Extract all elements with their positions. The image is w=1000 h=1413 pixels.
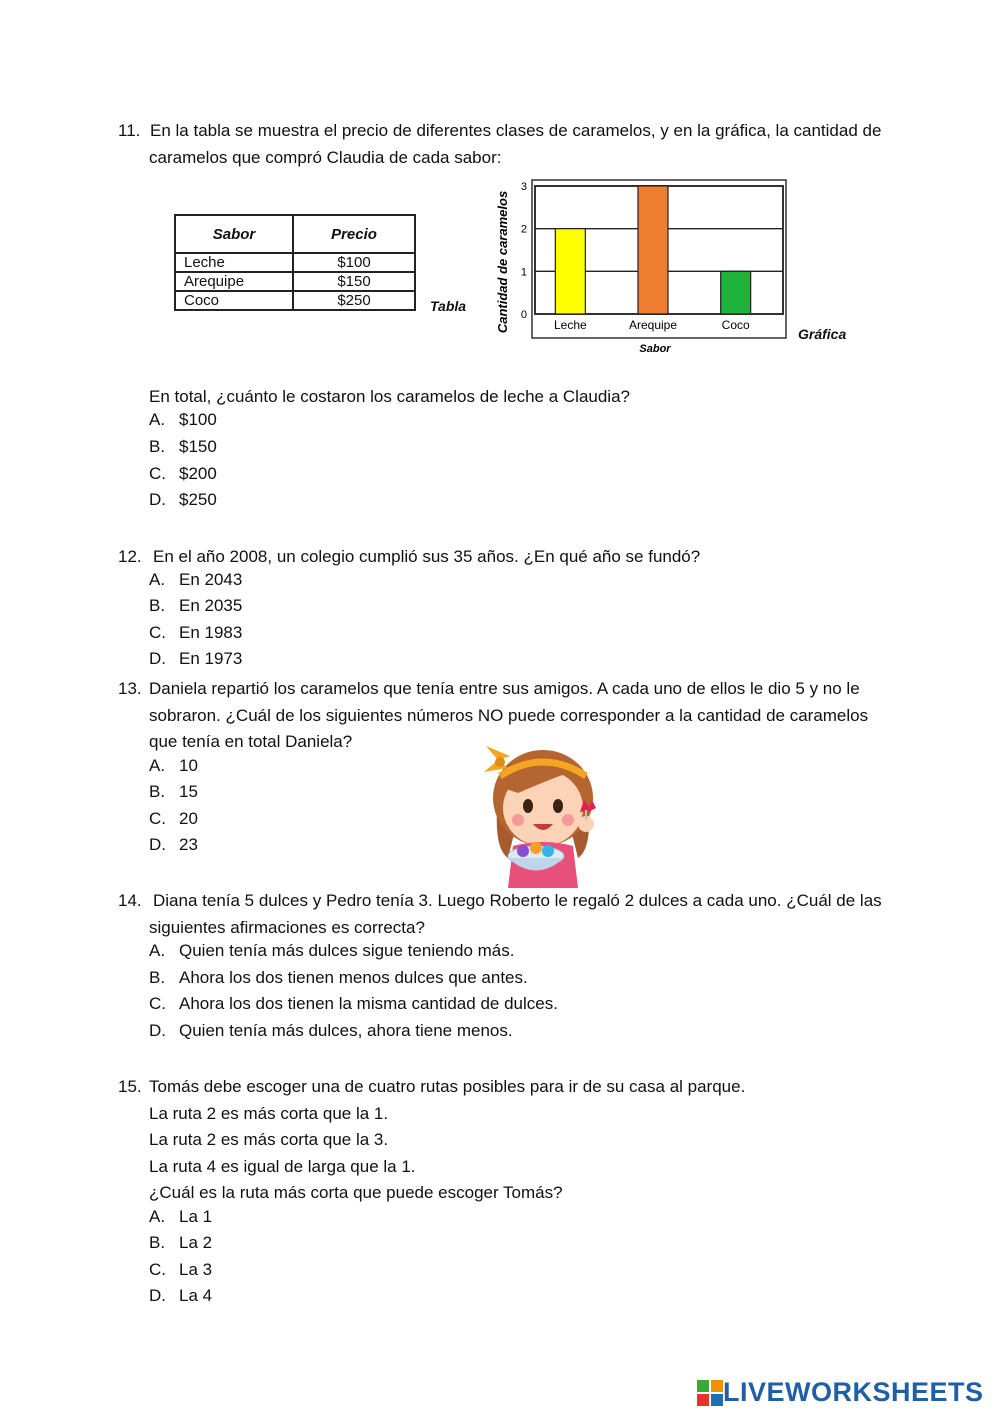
- question-text: Tomás debe escoger una de cuatro rutas posibles para ir de su casa al parque.: [149, 1077, 746, 1096]
- table-cell: Coco: [175, 291, 293, 310]
- question-11-prompt: En total, ¿cuánto le costaron los caramelos de leche a Claudia?: [149, 387, 630, 406]
- bar-leche: [555, 229, 585, 314]
- chart-y-label: Cantidad de caramelos: [495, 190, 510, 334]
- question-number: 12.: [118, 547, 142, 566]
- option-a[interactable]: A. La 1: [149, 1207, 213, 1226]
- option-c[interactable]: C. Ahora los dos tienen la misma cantidad de dulces.: [149, 994, 558, 1013]
- bar-arequipe: [638, 186, 668, 314]
- question-text: siguientes afirmaciones es correcta?: [149, 917, 425, 937]
- option-d[interactable]: D. La 4: [149, 1286, 213, 1305]
- x-tick-label: Leche: [553, 318, 587, 332]
- option-b[interactable]: B. La 2: [149, 1233, 213, 1252]
- question-text: Diana tenía 5 dulces y Pedro tenía 3. Luego Roberto le regaló 2 dulces a cada uno. ¿Cuál de las: [153, 891, 882, 910]
- option-c[interactable]: C. 20: [149, 809, 198, 828]
- question-number: 14.: [118, 891, 142, 910]
- option-b[interactable]: B. En 2035: [149, 596, 243, 615]
- chart-x-label: Sabor: [639, 343, 671, 355]
- question-15: [118, 1074, 745, 1207]
- question-14: [118, 888, 882, 941]
- x-tick-label: Coco: [721, 318, 750, 332]
- question-number: 13.: [118, 679, 142, 698]
- girl-with-candies-illustration: [478, 738, 608, 888]
- option-b[interactable]: B. Ahora los dos tienen menos dulces que antes.: [149, 968, 528, 987]
- y-tick-label: 3: [520, 181, 527, 193]
- question-text: que tenía en total Daniela?: [149, 732, 353, 752]
- logo-text: LIVEWORKSHEETS: [723, 1377, 984, 1408]
- table-cell: Arequipe: [175, 272, 293, 291]
- question-text: ¿Cuál es la ruta más corta que puede escoger Tomás?: [149, 1183, 563, 1203]
- question-number: 11.: [118, 121, 141, 140]
- question-text: La ruta 4 es igual de larga que la 1.: [149, 1156, 416, 1176]
- table-row: [175, 253, 415, 272]
- y-tick-label: 1: [520, 266, 527, 279]
- question-text: En el año 2008, un colegio cumplió sus 35 años. ¿En qué año se fundó?: [153, 547, 701, 566]
- table-cell: Leche: [175, 253, 293, 272]
- table-header: Precio: [293, 215, 415, 253]
- table-row: [175, 272, 415, 291]
- question-11: [118, 118, 881, 171]
- bar-coco: [721, 271, 751, 314]
- table-cell: $100: [293, 253, 415, 272]
- question-text: La ruta 2 es más corta que la 3.: [149, 1130, 389, 1150]
- question-text: Daniela repartió los caramelos que tenía entre sus amigos. A cada uno de ellos le dio 5 y no le: [149, 679, 860, 698]
- question-12: [118, 544, 700, 571]
- y-tick-label: 2: [520, 223, 527, 236]
- liveworksheets-mark-icon: [697, 1380, 723, 1406]
- option-a[interactable]: A. 10: [149, 756, 198, 775]
- bar-chart: [490, 172, 790, 357]
- table-row: [175, 291, 415, 310]
- x-tick-label: Arequipe: [628, 318, 678, 332]
- question-number: 15.: [118, 1077, 142, 1096]
- option-a[interactable]: A. En 2043: [149, 570, 243, 589]
- y-tick-label: 0: [520, 309, 527, 321]
- question-text: sobraron. ¿Cuál de los siguientes números NO puede corresponder a la cantidad de caramelos: [149, 705, 869, 725]
- question-text: La ruta 2 es más corta que la 1.: [149, 1103, 389, 1123]
- chart-caption: Gráfica: [798, 326, 847, 342]
- option-d[interactable]: D. Quien tenía más dulces, ahora tiene menos.: [149, 1021, 513, 1040]
- table-cell: $150: [293, 272, 415, 291]
- question-text: En la tabla se muestra el precio de diferentes clases de caramelos, y en la gráfica, la cantidad de: [150, 121, 882, 140]
- option-c[interactable]: C. En 1983: [149, 623, 243, 642]
- option-c[interactable]: C. La 3: [149, 1260, 213, 1279]
- option-c[interactable]: C. $200: [149, 464, 217, 483]
- price-table: [174, 214, 416, 311]
- option-d[interactable]: D. En 1973: [149, 649, 243, 668]
- liveworksheets-logo[interactable]: [697, 1376, 984, 1408]
- table-caption: Tabla: [430, 298, 467, 314]
- table-cell: $250: [293, 291, 415, 310]
- option-d[interactable]: D. 23: [149, 835, 198, 854]
- option-b[interactable]: B. $150: [149, 437, 217, 456]
- option-a[interactable]: A. Quien tenía más dulces sigue teniendo más.: [149, 941, 515, 960]
- option-a[interactable]: A. $100: [149, 410, 217, 429]
- table-header: Sabor: [175, 215, 293, 253]
- question-text: caramelos que compró Claudia de cada sabor:: [149, 147, 502, 167]
- option-d[interactable]: D. $250: [149, 490, 217, 509]
- option-b[interactable]: B. 15: [149, 782, 198, 801]
